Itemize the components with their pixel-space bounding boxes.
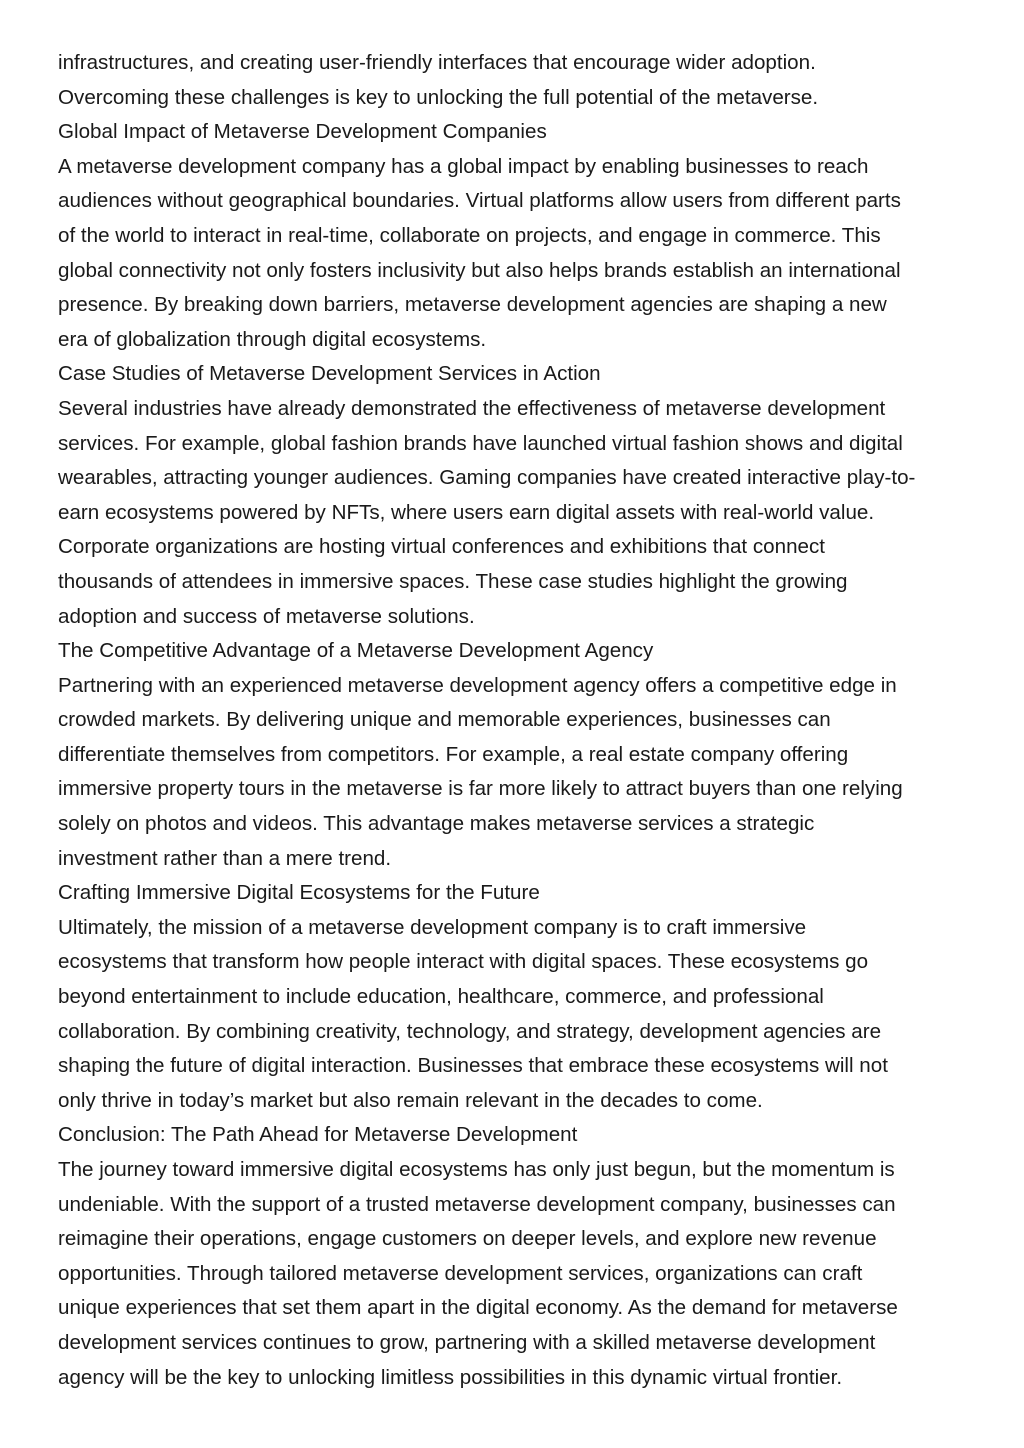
text-line: Ultimately, the mission of a metaverse development company is to craft immersive: [58, 915, 807, 939]
text-line: thousands of attendees in immersive spaces. These case studies highlight the growing: [58, 569, 848, 593]
text-line: opportunities. Through tailored metaverse development services, organizations can craft: [58, 1261, 863, 1285]
text-line: earn ecosystems powered by NFTs, where users earn digital assets with real-world value.: [58, 500, 875, 524]
text-line: shaping the future of digital interaction. Businesses that embrace these ecosystems will not: [58, 1054, 888, 1078]
section-heading: Conclusion: The Path Ahead for Metaverse Development: [58, 1123, 578, 1147]
document-page: [58, 46, 978, 1395]
section-heading: Case Studies of Metaverse Development Services in Action: [58, 362, 601, 386]
heading-case-studies: [58, 357, 978, 392]
text-line: investment rather than a mere trend.: [58, 846, 392, 870]
text-line: A metaverse development company has a global impact by enabling businesses to reach: [58, 154, 869, 178]
paragraph-competitive-advantage: [58, 669, 978, 877]
text-line: undeniable. With the support of a trusted metaverse development company, businesses can: [58, 1192, 896, 1216]
text-line: Corporate organizations are hosting virtual conferences and exhibitions that connect: [58, 535, 826, 559]
heading-global-impact: [58, 115, 978, 150]
text-line: immersive property tours in the metaverse is far more likely to attract buyers than one relying: [58, 777, 903, 801]
heading-crafting-ecosystems: [58, 876, 978, 911]
text-line: adoption and success of metaverse solutions.: [58, 604, 475, 628]
heading-competitive-advantage: [58, 634, 978, 669]
text-line: reimagine their operations, engage customers on deeper levels, and explore new revenue: [58, 1227, 877, 1251]
text-line: ecosystems that transform how people interact with digital spaces. These ecosystems go: [58, 950, 869, 974]
section-heading: The Competitive Advantage of a Metaverse Development Agency: [58, 639, 654, 663]
text-line: differentiate themselves from competitors. For example, a real estate company offering: [58, 742, 849, 766]
text-line: collaboration. By combining creativity, technology, and strategy, development agencies are: [58, 1019, 882, 1043]
text-line: development services continues to grow, partnering with a skilled metaverse development: [58, 1330, 876, 1354]
text-line: Partnering with an experienced metaverse development agency offers a competitive edge in: [58, 673, 897, 697]
text-line: Overcoming these challenges is key to unlocking the full potential of the metaverse.: [58, 85, 819, 109]
section-heading: Crafting Immersive Digital Ecosystems for the Future: [58, 881, 540, 905]
text-line: infrastructures, and creating user-friendly interfaces that encourage wider adoption.: [58, 51, 816, 74]
text-line: The journey toward immersive digital ecosystems has only just begun, but the momentum is: [58, 1158, 895, 1181]
text-line: agency will be the key to unlocking limitless possibilities in this dynamic virtual frontier.: [58, 1365, 843, 1389]
text-line: presence. By breaking down barriers, metaverse development agencies are shaping a new: [58, 293, 887, 317]
paragraph-challenges-end: [58, 46, 978, 115]
text-line: unique experiences that set them apart in the digital economy. As the demand for metaverse: [58, 1296, 898, 1320]
text-line: only thrive in today’s market but also remain relevant in the decades to come.: [58, 1088, 763, 1112]
text-line: solely on photos and videos. This advantage makes metaverse services a strategic: [58, 812, 815, 836]
text-line: global connectivity not only fosters inclusivity but also helps brands establish an international: [58, 258, 901, 282]
text-line: crowded markets. By delivering unique and memorable experiences, businesses can: [58, 708, 831, 732]
text-line: of the world to interact in real-time, collaborate on projects, and engage in commerce. This: [58, 223, 881, 247]
paragraph-conclusion: [58, 1153, 978, 1395]
text-line: era of globalization through digital ecosystems.: [58, 327, 487, 351]
heading-conclusion: [58, 1118, 978, 1153]
text-line: beyond entertainment to include education, healthcare, commerce, and professional: [58, 985, 824, 1009]
text-line: audiences without geographical boundaries. Virtual platforms allow users from different parts: [58, 189, 901, 213]
text-line: services. For example, global fashion brands have launched virtual fashion shows and digital: [58, 431, 903, 455]
paragraph-crafting-ecosystems: [58, 911, 978, 1119]
text-line: wearables, attracting younger audiences. Gaming companies have created interactive play-to-: [58, 466, 916, 490]
paragraph-global-impact: [58, 150, 978, 358]
section-heading: Global Impact of Metaverse Development Companies: [58, 120, 547, 144]
text-line: Several industries have already demonstrated the effectiveness of metaverse development: [58, 396, 886, 420]
paragraph-case-studies: [58, 392, 978, 634]
